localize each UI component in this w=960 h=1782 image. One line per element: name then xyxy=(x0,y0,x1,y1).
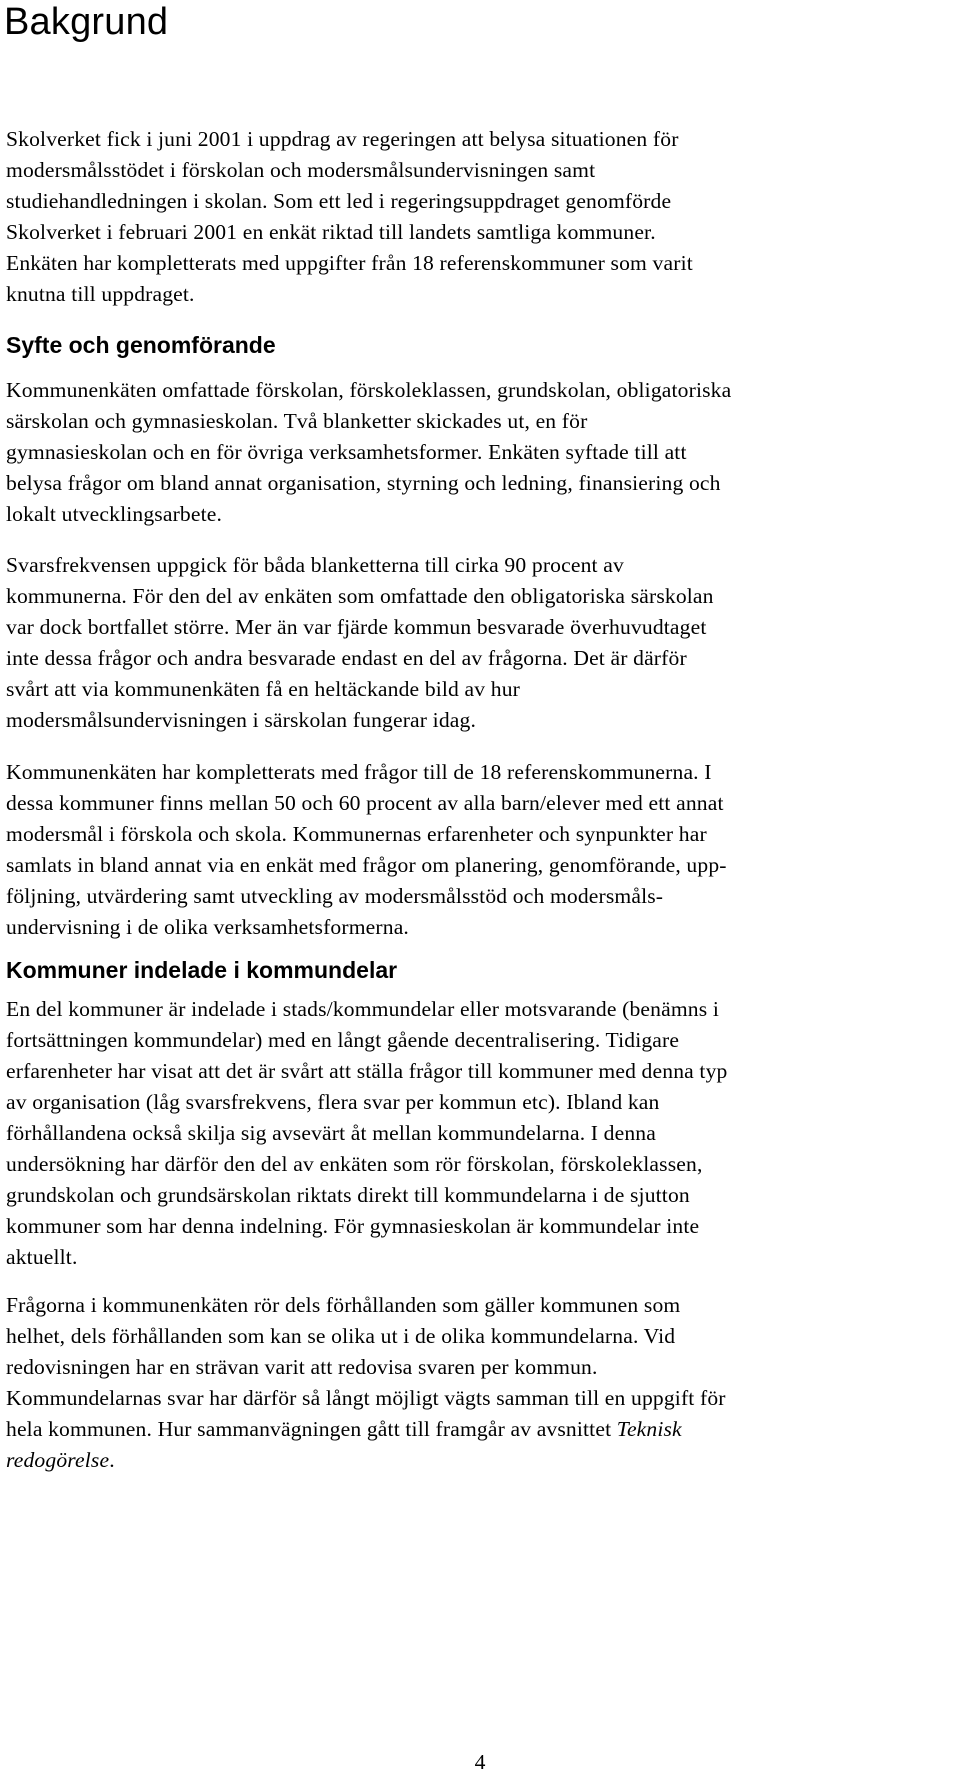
section-heading-syfte: Syfte och genomförande xyxy=(6,332,276,358)
text-line: Svarsfrekvensen uppgick för båda blanketterna till cirka 90 procent av xyxy=(6,553,624,577)
text-line: kommunerna. För den del av enkäten som omfattade den obligatoriska särskolan xyxy=(6,584,714,608)
text-line: grundskolan och grundsärskolan riktats direkt till kommundelarna i de sjutton xyxy=(6,1183,690,1207)
text-line xyxy=(6,1445,941,1476)
text-line: Frågorna i kommunenkäten rör dels förhållanden som gäller kommunen som xyxy=(6,1293,681,1317)
text-line: helhet, dels förhållanden som kan se olika ut i de olika kommundelarna. Vid xyxy=(6,1324,676,1348)
text-line: erfarenheter har visat att det är svårt att ställa frågor till kommuner med denna typ xyxy=(6,1059,728,1083)
text-line: modersmålsundervisningen i särskolan fungerar idag. xyxy=(6,708,476,732)
text-line: dessa kommuner finns mellan 50 och 60 procent av alla barn/elever med ett annat xyxy=(6,791,724,815)
text-line: studiehandledningen i skolan. Som ett led i regeringsuppdraget genomförde xyxy=(6,189,672,213)
text-line: inte dessa frågor och andra besvarade endast en del av frågorna. Det är därför xyxy=(6,646,687,670)
text-line: Kommunenkäten har kompletterats med frågor till de 18 referenskommunerna. I xyxy=(6,760,712,784)
text-line: lokalt utvecklingsarbete. xyxy=(6,502,223,526)
text-segment: . xyxy=(109,1448,115,1472)
text-line: följning, utvärdering samt utveckling av modersmålsstöd och modersmåls- xyxy=(6,884,664,908)
text-line: förhållandena också skilja sig avsevärt åt mellan kommundelarna. I denna xyxy=(6,1121,656,1145)
section-reference: redogörelse xyxy=(6,1448,110,1472)
text-line: knutna till uppdraget. xyxy=(6,282,195,306)
kommundelar-paragraph-1 xyxy=(6,994,941,1273)
section-heading-kommundelar: Kommuner indelade i kommundelar xyxy=(6,957,398,983)
syfte-paragraph-3 xyxy=(6,757,941,943)
text-line: redovisningen har en strävan varit att redovisa svaren per kommun. xyxy=(6,1355,598,1379)
syfte-paragraph-2 xyxy=(6,550,941,736)
text-line: Enkäten har kompletterats med uppgifter från 18 referenskommuner som varit xyxy=(6,251,693,275)
text-line: Kommundelarnas svar har därför så långt möjligt vägts samman till en uppgift för xyxy=(6,1386,726,1410)
text-line: gymnasieskolan och en för övriga verksamhetsformer. Enkäten syftade till att xyxy=(6,440,687,464)
text-line: kommuner som har denna indelning. För gymnasieskolan är kommundelar inte xyxy=(6,1214,700,1238)
text-line: modersmålsstödet i förskolan och modersmålsundervisningen samt xyxy=(6,158,596,182)
text-line: samlats in bland annat via en enkät med frågor om planering, genomförande, upp- xyxy=(6,853,727,877)
text-line: undervisning i de olika verksamhetsformerna. xyxy=(6,915,409,939)
text-segment: hela kommunen. Hur sammanvägningen gått till framgår av avsnittet xyxy=(6,1417,617,1441)
text-line: fortsättningen kommundelar) med en långt gående decentralisering. Tidigare xyxy=(6,1028,680,1052)
text-line: Skolverket fick i juni 2001 i uppdrag av regeringen att belysa situationen för xyxy=(6,127,679,151)
text-line xyxy=(6,1414,941,1445)
intro-paragraph xyxy=(6,124,941,310)
text-line: särskolan och gymnasieskolan. Två blanketter skickades ut, en för xyxy=(6,409,588,433)
text-line: aktuellt. xyxy=(6,1245,78,1269)
text-line: var dock bortfallet större. Mer än var fjärde kommun besvarade överhuvudtaget xyxy=(6,615,707,639)
section-reference: Teknisk xyxy=(616,1417,682,1441)
text-line: undersökning har därför den del av enkäten som rör förskolan, förskoleklassen, xyxy=(6,1152,703,1176)
text-line: svårt att via kommunenkäten få en heltäckande bild av hur xyxy=(6,677,521,701)
page-title: Bakgrund xyxy=(4,1,169,43)
text-line: modersmål i förskola och skola. Kommunernas erfarenheter och synpunkter har xyxy=(6,822,707,846)
page-number: 4 xyxy=(474,1750,486,1774)
text-line: Skolverket i februari 2001 en enkät riktad till landets samtliga kommuner. xyxy=(6,220,656,244)
text-line: Kommunenkäten omfattade förskolan, förskoleklassen, grundskolan, obligatoriska xyxy=(6,378,732,402)
text-line: En del kommuner är indelade i stads/kommundelar eller motsvarande (benämns i xyxy=(6,997,719,1021)
kommundelar-paragraph-2 xyxy=(6,1290,941,1476)
text-line: belysa frågor om bland annat organisation, styrning och ledning, finansiering och xyxy=(6,471,721,495)
text-line: av organisation (låg svarsfrekvens, flera svar per kommun etc). Ibland kan xyxy=(6,1090,660,1114)
syfte-paragraph-1 xyxy=(6,375,941,530)
